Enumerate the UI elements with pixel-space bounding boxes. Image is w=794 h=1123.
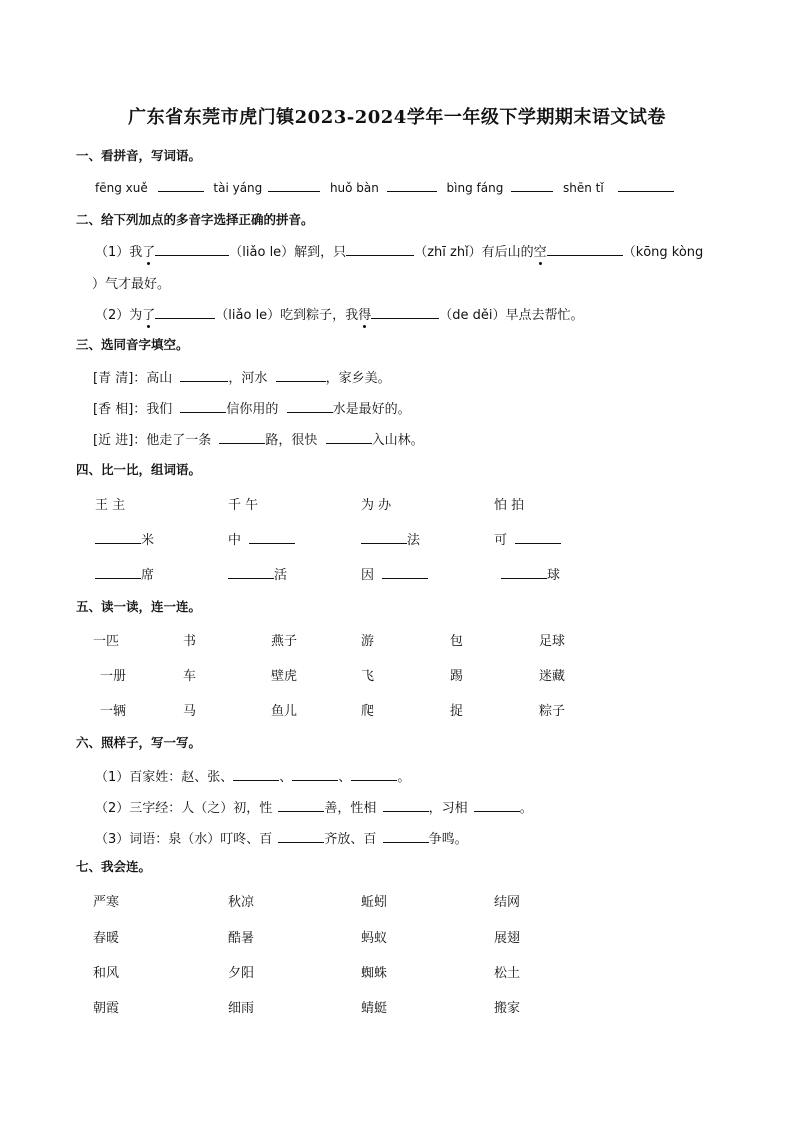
section-2-heading: 二、给下列加点的多音字选择正确的拼音。 [76, 212, 314, 227]
q-text: 、 [279, 770, 293, 785]
dotted-char: 了 [142, 245, 156, 260]
match-item[interactable]: 燕子 [271, 634, 298, 649]
match-item[interactable]: 一册 [100, 669, 127, 684]
answer-blank[interactable] [382, 564, 428, 579]
q-text: （1）百家姓：赵、张、 [95, 770, 234, 785]
section-6-l1 [95, 766, 410, 785]
word-item [361, 564, 428, 583]
pinyin-2: tài yáng [213, 181, 263, 195]
match-item[interactable]: 飞 [361, 669, 375, 684]
answer-blank[interactable] [233, 766, 279, 781]
q-text: 入山林。 [371, 433, 424, 448]
match-item[interactable]: 搬家 [494, 1001, 521, 1016]
section-3-l1 [93, 367, 391, 386]
dotted-char: 了 [142, 308, 156, 323]
match-item[interactable]: 壁虎 [271, 669, 298, 684]
section-6-l3 [95, 828, 468, 847]
match-item[interactable]: 结网 [494, 895, 521, 910]
q-text: （de děi）早点去帮忙。 [439, 308, 584, 323]
q-text: ，习相 [428, 801, 468, 816]
answer-blank[interactable] [180, 367, 228, 382]
q-text: 法 [407, 533, 421, 548]
match-item[interactable]: 捉 [450, 704, 464, 719]
q-text: （zhī zhǐ）有后山的 [414, 245, 534, 260]
section-5-heading: 五、读一读，连一连。 [76, 599, 202, 614]
section-2-q1-cont: ）气才最好。 [92, 277, 171, 292]
match-item[interactable]: 包 [450, 634, 464, 649]
match-item[interactable]: 游 [361, 634, 375, 649]
word-item [501, 564, 560, 583]
answer-blank[interactable] [387, 177, 437, 192]
match-item[interactable]: 迷藏 [539, 669, 566, 684]
q-text: 争鸣。 [428, 832, 468, 847]
match-item[interactable]: 春暖 [93, 931, 120, 946]
dotted-char: 得 [358, 308, 372, 323]
word-item [361, 529, 420, 548]
section-3-l3 [93, 429, 424, 448]
answer-blank[interactable] [292, 766, 338, 781]
answer-blank[interactable] [158, 177, 204, 192]
word-item [228, 529, 295, 548]
q-text: （liǎo le）吃到粽子，我 [215, 308, 359, 323]
match-item[interactable]: 蜘蛛 [361, 966, 388, 981]
dotted-char: 空 [533, 245, 547, 260]
char-pair: 千 午 [228, 498, 259, 513]
q-text: 路，很快 [265, 433, 318, 448]
match-item[interactable]: 一匹 [93, 634, 120, 649]
match-item[interactable]: 爬 [361, 704, 375, 719]
answer-blank[interactable] [351, 766, 397, 781]
q-text: 可 [494, 533, 508, 548]
q-text: 中 [228, 533, 242, 548]
match-item[interactable]: 书 [183, 634, 197, 649]
match-item[interactable]: 朝霞 [93, 1001, 120, 1016]
match-item[interactable]: 粽子 [539, 704, 566, 719]
answer-blank[interactable] [371, 304, 439, 319]
answer-blank[interactable] [346, 241, 414, 256]
q-text: 齐放、百 [324, 832, 377, 847]
match-item[interactable]: 踢 [450, 669, 464, 684]
section-1-heading: 一、看拼音，写词语。 [76, 148, 202, 163]
q-text: （liǎo le）解到，只 [229, 245, 347, 260]
match-item[interactable]: 酷暑 [228, 931, 255, 946]
answer-blank[interactable] [361, 529, 407, 544]
word-item [95, 564, 154, 583]
section-3-l2 [93, 398, 411, 417]
q-text: 信你用的 [226, 402, 279, 417]
word-item [494, 529, 561, 548]
q-text: （1）我 [95, 245, 143, 260]
word-item [95, 529, 154, 548]
section-6-heading: 六、照样子，写一写。 [76, 735, 202, 750]
q-text: ，家乡美。 [325, 371, 391, 386]
q-text: [近 进]：他走了一条 [93, 433, 212, 448]
char-pair: 为 办 [361, 498, 392, 513]
pinyin-3: huǒ bàn [329, 181, 379, 195]
match-item[interactable]: 和风 [93, 966, 120, 981]
q-text: 水是最好的。 [332, 402, 411, 417]
answer-blank[interactable] [276, 367, 326, 382]
section-7-heading: 七、我会连。 [76, 859, 152, 874]
match-item[interactable]: 蚂蚁 [361, 931, 388, 946]
answer-blank[interactable] [326, 429, 372, 444]
answer-blank[interactable] [278, 797, 324, 812]
answer-blank[interactable] [278, 828, 324, 843]
pinyin-4: bìng fáng [446, 181, 504, 195]
q-text: 球 [547, 568, 561, 583]
section-4-heading: 四、比一比，组词语。 [76, 462, 202, 477]
q-text: 。 [519, 801, 533, 816]
match-item[interactable]: 蚯蚓 [361, 895, 388, 910]
answer-blank[interactable] [268, 177, 320, 192]
section-2-q1 [95, 241, 703, 260]
answer-blank[interactable] [511, 177, 553, 192]
match-item[interactable]: 足球 [539, 634, 566, 649]
answer-blank[interactable] [547, 241, 623, 256]
q-text: [青 清]：高山 [93, 371, 173, 386]
pinyin-1: fēng xuě [95, 181, 148, 195]
q-text: （2）为 [95, 308, 143, 323]
answer-blank[interactable] [155, 241, 229, 256]
match-item[interactable]: 蜻蜓 [361, 1001, 388, 1016]
answer-blank[interactable] [515, 529, 561, 544]
answer-blank[interactable] [95, 564, 141, 579]
answer-blank[interactable] [249, 529, 295, 544]
char-pair: 王 主 [95, 498, 126, 513]
answer-blank[interactable] [383, 797, 429, 812]
char-pair: 怕 拍 [494, 498, 525, 513]
answer-blank[interactable] [501, 564, 547, 579]
q-text: 。 [397, 770, 411, 785]
answer-blank[interactable] [95, 529, 141, 544]
q-text: 善，性相 [324, 801, 377, 816]
page-title: 广东省东莞市虎门镇2023-2024学年一年级下学期期末语文试卷 [128, 107, 666, 128]
q-text: （kōng kòng [622, 245, 704, 260]
answer-blank[interactable] [287, 398, 333, 413]
match-item[interactable]: 展翅 [494, 931, 521, 946]
section-1-line [95, 177, 674, 195]
match-item[interactable]: 细雨 [228, 1001, 255, 1016]
answer-blank[interactable] [474, 797, 520, 812]
match-item[interactable]: 松土 [494, 966, 521, 981]
answer-blank[interactable] [180, 398, 226, 413]
section-2-q2 [95, 304, 583, 323]
match-item[interactable]: 夕阳 [228, 966, 255, 981]
answer-blank[interactable] [618, 177, 674, 192]
match-item[interactable]: 车 [183, 669, 197, 684]
match-item[interactable]: 马 [183, 704, 197, 719]
q-text: ，河水 [228, 371, 268, 386]
match-item[interactable]: 秋凉 [228, 895, 255, 910]
q-text: [香 相]：我们 [93, 402, 173, 417]
q-text: （3）词语：泉（水）叮咚、百 [95, 832, 273, 847]
match-item[interactable]: 一辆 [100, 704, 127, 719]
q-text: 席 [141, 568, 155, 583]
match-item[interactable]: 鱼儿 [271, 704, 298, 719]
q-text: 米 [141, 533, 155, 548]
pinyin-5: shēn tǐ [563, 181, 604, 195]
answer-blank[interactable] [383, 828, 429, 843]
answer-blank[interactable] [155, 304, 215, 319]
q-text: （2）三字经：人（之）初，性 [95, 801, 273, 816]
word-item [228, 564, 287, 583]
q-text: 、 [338, 770, 352, 785]
match-item[interactable]: 严寒 [93, 895, 120, 910]
q-text: 活 [274, 568, 288, 583]
section-3-heading: 三、选同音字填空。 [76, 337, 189, 352]
section-6-l2 [95, 797, 533, 816]
answer-blank[interactable] [219, 429, 265, 444]
answer-blank[interactable] [228, 564, 274, 579]
q-text: 因 [361, 568, 375, 583]
